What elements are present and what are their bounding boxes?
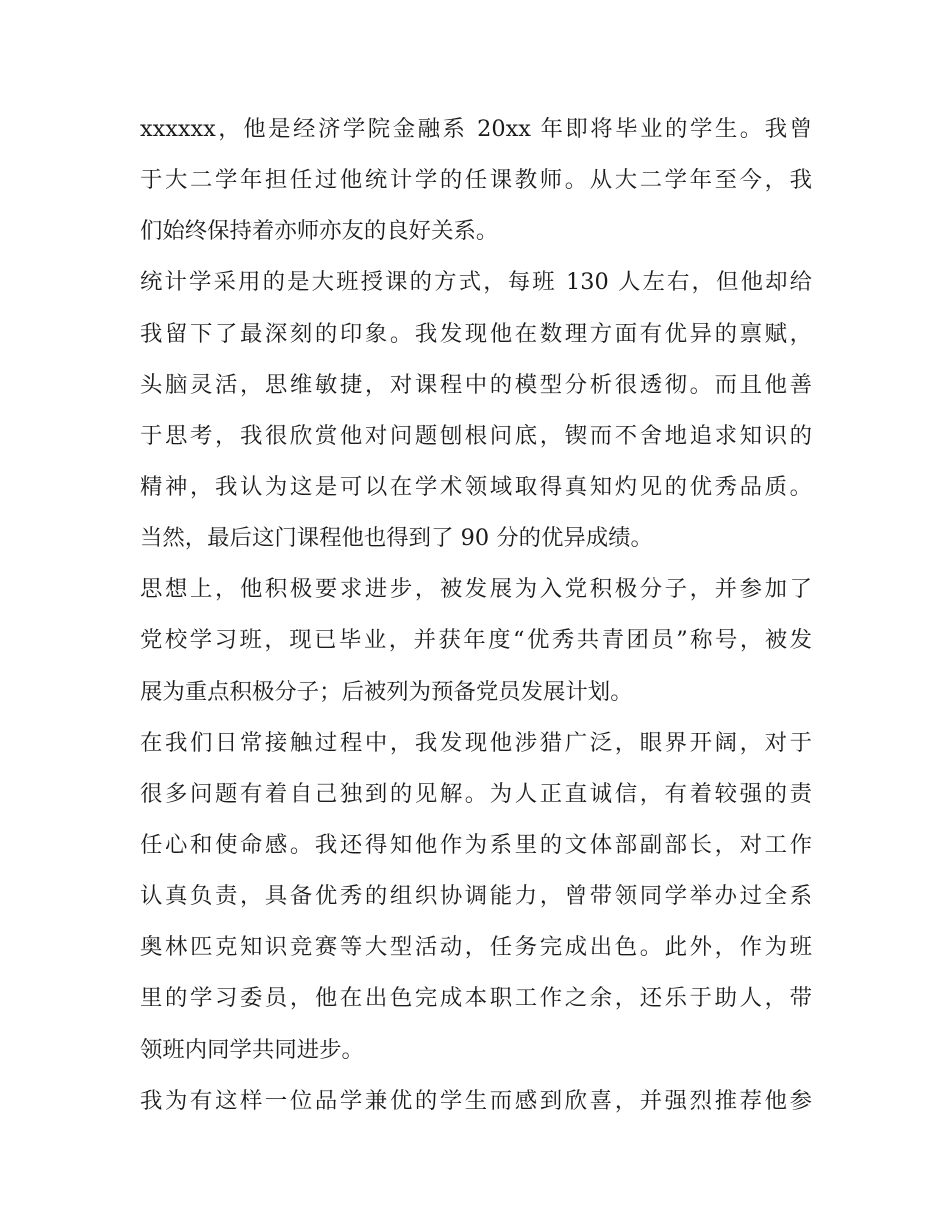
text-line: 于大二学年担任过他统计学的任课教师。从大二学年至今，我 bbox=[140, 167, 812, 194]
text-line: 当然，最后这门课程他也得到了 90 分的优异成绩。 bbox=[140, 525, 653, 552]
text-line: 党校学习班，现已毕业，并获年度“优秀共青团员”称号，被发 bbox=[140, 627, 812, 654]
text-line: 领班内同学共同进步。 bbox=[140, 1036, 364, 1063]
text-line: 任心和使命感。我还得知他作为系里的文体部副部长，对工作 bbox=[140, 831, 812, 858]
paragraph-3 bbox=[140, 564, 812, 717]
paragraph-5 bbox=[140, 1076, 812, 1127]
text-line: 头脑灵活，思维敏捷，对课程中的模型分析很透彻。而且他善 bbox=[140, 371, 812, 398]
text-line: 奥林匹克知识竞赛等大型活动，任务完成出色。此外，作为班 bbox=[140, 934, 812, 961]
text-line: 们始终保持着亦师亦友的良好关系。 bbox=[140, 218, 499, 245]
paragraph-1 bbox=[140, 104, 812, 257]
text-line: 里的学习委员，他在出色完成本职工作之余，还乐于助人，带 bbox=[140, 985, 812, 1012]
text-line: 于思考，我很欣赏他对问题刨根问底，锲而不舍地追求知识的 bbox=[140, 422, 812, 449]
text-line: 认真负责，具备优秀的组织协调能力，曾带领同学举办过全系 bbox=[140, 883, 812, 910]
text-line: 统计学采用的是大班授课的方式，每班 130 人左右，但他却给 bbox=[140, 269, 812, 296]
text-line: 精神，我认为这是可以在学术领域取得真知灼见的优秀品质。 bbox=[140, 473, 812, 500]
letter-body bbox=[140, 104, 812, 1127]
paragraph-2 bbox=[140, 257, 812, 564]
text-line: xxxxxx，他是经济学院金融系 20xx 年即将毕业的学生。我曾 bbox=[140, 116, 812, 142]
text-line: 我为有这样一位品学兼优的学生而感到欣喜，并强烈推荐他参 bbox=[140, 1087, 812, 1114]
text-line: 很多问题有着自己独到的见解。为人正直诚信，有着较强的责 bbox=[140, 780, 812, 807]
text-line: 在我们日常接触过程中，我发现他涉猎广泛，眼界开阔，对于 bbox=[140, 729, 812, 756]
paragraph-4 bbox=[140, 718, 812, 1076]
text-line: 我留下了最深刻的印象。我发现他在数理方面有优异的禀赋， bbox=[140, 320, 812, 347]
text-line: 展为重点积极分子；后被列为预备党员发展计划。 bbox=[140, 678, 633, 705]
text-line: 思想上，他积极要求进步，被发展为入党积极分子，并参加了 bbox=[140, 576, 812, 603]
